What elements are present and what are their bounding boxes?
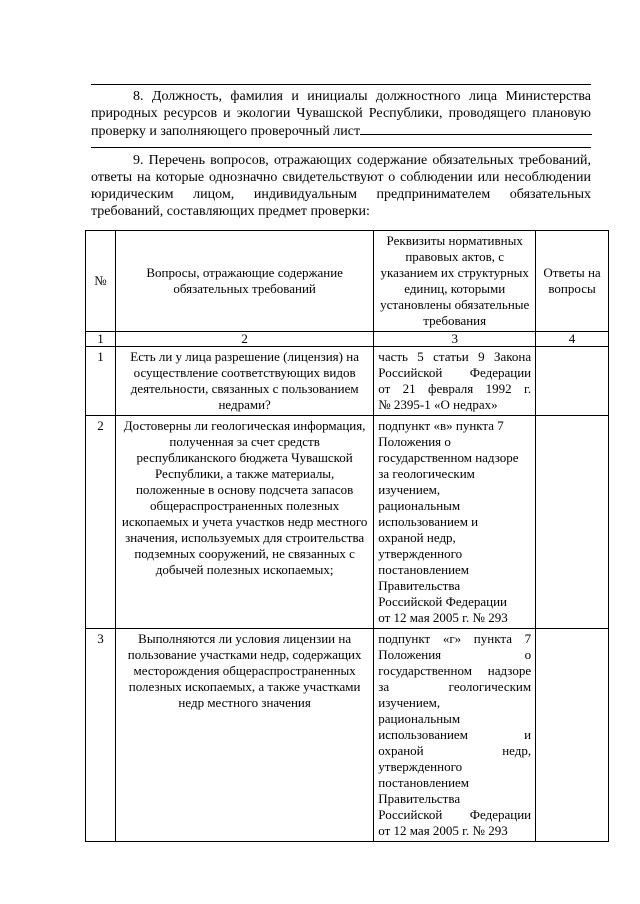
requisites-line: охраной недр, (378, 743, 532, 758)
column-index-row (86, 332, 609, 347)
requisites-line: изучением, (378, 695, 441, 710)
table-header-row (86, 231, 609, 332)
section-9-line: юридическим лицом, индивидуальным предпринимателем обязательных (91, 187, 591, 202)
column-index: 2 (116, 332, 374, 347)
header-answers: Ответы на вопросы (536, 231, 609, 332)
requisites-line: Правительства (378, 578, 461, 593)
requisites-line: охраной недр, (378, 530, 456, 545)
requisites-line: изучением, (378, 482, 441, 497)
section-9-paragraph (91, 152, 591, 220)
requisites-line: от 21 февраля 1992 г. (378, 381, 532, 396)
section-8-line: природных ресурсов и экологии Чувашской Республики, проводящего плановую (91, 106, 591, 121)
answer-cell[interactable] (536, 416, 609, 629)
requisites-line: Правительства (378, 791, 461, 806)
requisites-line: подпункт «г» пункта 7 (378, 631, 532, 646)
requisites-line: использованием и (378, 514, 479, 529)
answer-cell[interactable] (536, 629, 609, 842)
requisites-line: утвержденного (378, 759, 463, 774)
requisites-line: за геологическим (378, 679, 532, 694)
row-number: 1 (86, 347, 116, 416)
requisites-line: от 12 мая 2005 г. № 293 (378, 823, 508, 838)
header-requisites: Реквизиты нормативных правовых актов, с указанием их структурных единиц, которыми установлены обязательные требования (374, 231, 536, 332)
header-question: Вопросы, отражающие содержание обязательных требований (116, 231, 374, 332)
section-9-line: требований, составляющих предмет проверки: (91, 204, 370, 219)
question-cell: Есть ли у лица разрешение (лицензия) на осуществление соответствующих видов деятельности, связанных с пользованием недрами? (116, 347, 374, 416)
header-num: № (86, 231, 116, 332)
requisites-line: подпункт «в» пункта 7 (378, 418, 504, 433)
requisites-line: Российской Федерации (378, 807, 532, 822)
requisites-line: использованием и (378, 727, 532, 742)
requisites-line: Российской Федерации (378, 365, 532, 380)
requisites-cell (374, 416, 536, 629)
separator-rule (91, 147, 591, 148)
requisites-line: постановлением (378, 775, 470, 790)
requisites-line: № 2395-1 «О недрах» (378, 397, 498, 412)
section-9-line: 9. Перечень вопросов, отражающих содержание обязательных требований, (133, 153, 591, 168)
table-row (86, 629, 609, 842)
column-index: 3 (374, 332, 536, 347)
row-number: 2 (86, 416, 116, 629)
section-8-line-with-blank (91, 122, 591, 140)
answer-cell[interactable] (536, 347, 609, 416)
section-8-line: 8. Должность, фамилия и инициалы должностного лица Министерства (133, 89, 591, 104)
section-9-line: ответы на которые однозначно свидетельствуют о соблюдении или несоблюдении (91, 170, 591, 185)
section-8-paragraph (91, 88, 591, 140)
requisites-line: Положения о (378, 647, 532, 662)
top-rule (91, 84, 591, 85)
requisites-line: государственном надзоре (378, 663, 532, 678)
requirements-table (85, 230, 609, 842)
requisites-line: рациональным (378, 711, 461, 726)
requisites-line: Российской Федерации (378, 594, 507, 609)
requisites-line: утвержденного (378, 546, 463, 561)
question-cell: Выполняются ли условия лицензии на пользование участками недр, содержащих месторождения общераспространенных полезных ископаемых, а также участками недр местного значения (116, 629, 374, 842)
column-index: 1 (86, 332, 116, 347)
requisites-cell (374, 347, 536, 416)
table-row (86, 347, 609, 416)
requisites-line: за геологическим (378, 466, 475, 481)
requisites-line: рациональным (378, 498, 461, 513)
table-row (86, 416, 609, 629)
question-cell: Достоверны ли геологическая информация, полученная за счет средств республиканского бюджета Чувашской Республики, а также материалы, положенные в основу подсчета запасов общераспространенных полезных ископаемых и учета участков недр местного значения, используемых для строительства подземных сооружений, не связанных с добычей полезных ископаемых; (116, 416, 374, 629)
requisites-cell (374, 629, 536, 842)
fill-in-blank[interactable] (360, 122, 592, 135)
row-number: 3 (86, 629, 116, 842)
section-8-line: проверку и заполняющего проверочный лист (91, 124, 361, 139)
requisites-line: государственном надзоре (378, 450, 519, 465)
requisites-line: часть 5 статьи 9 Закона (378, 349, 532, 364)
requisites-line: постановлением (378, 562, 470, 577)
requisites-line: Положения о (378, 434, 451, 449)
column-index: 4 (536, 332, 609, 347)
requisites-line: от 12 мая 2005 г. № 293 (378, 610, 508, 625)
